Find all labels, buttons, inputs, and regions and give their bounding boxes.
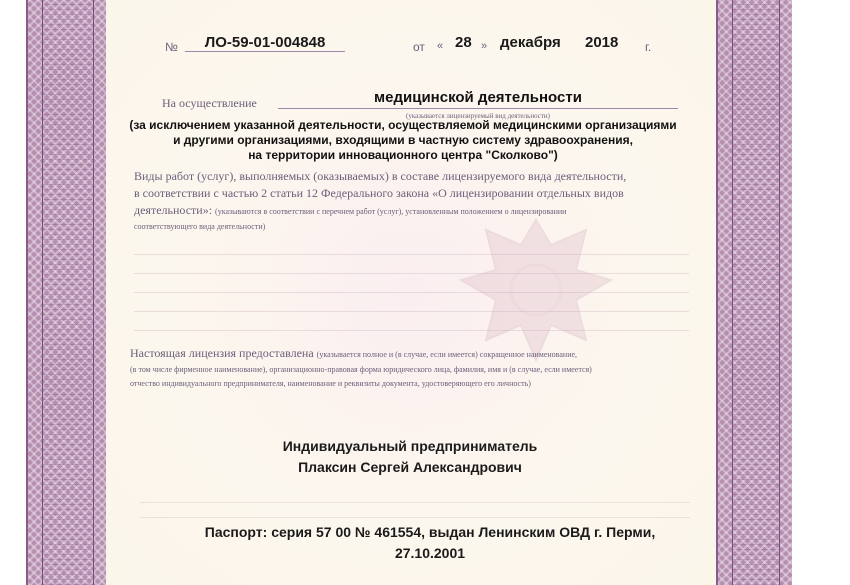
granted-text: Настоящая лицензия предоставлена: [130, 346, 314, 360]
works-text-end: деятельности»:: [134, 203, 213, 217]
license-number: ЛО-59-01-004848: [185, 34, 345, 52]
works-text-line: Виды работ (услуг), выполняемых (оказываемых) в составе лицензируемого вида деятельности,: [134, 169, 627, 183]
license-year: 2018: [585, 34, 619, 51]
scan-margin-right: [792, 0, 850, 585]
activity-exclusion: [118, 118, 688, 163]
granted-line1: [130, 345, 690, 363]
holder-name: Плаксин Сергей Александрович: [298, 459, 522, 475]
activity-label: На осуществление: [162, 96, 257, 110]
passport-details: [150, 522, 710, 564]
license-holder: [150, 436, 670, 478]
granted-section: [130, 345, 690, 391]
works-hint-inline: (указываются в соответствии с перечнем работ (услуг), установленным положением о лицензировании: [215, 207, 567, 216]
exclusion-line: и другими организациями, входящими в частную систему здравоохранения,: [173, 133, 633, 147]
number-sign-label: №: [165, 40, 178, 54]
passport-line1: Паспорт: серия 57 00 № 461554, выдан Ленинским ОВД г. Перми,: [204, 524, 656, 540]
works-section: [134, 168, 689, 220]
exclusion-line: (за исключением указанной деятельности, осуществляемой медицинскими организациями: [129, 118, 677, 132]
activity-value: медицинской деятельности: [278, 89, 678, 109]
year-suffix-label: г.: [645, 40, 652, 54]
holder-type: Индивидуальный предприниматель: [282, 438, 538, 454]
granted-hint-line3: отчество индивидуального предпринимателя, наименование и реквизиты документа, удостоверяющего его личность): [130, 379, 531, 388]
exclusion-line: на территории инновационного центра "Сколково"): [248, 148, 558, 162]
scan-margin-left: [0, 0, 26, 585]
license-number-row: [165, 34, 685, 56]
ornamental-border-right: [716, 0, 796, 585]
granted-hint-inline: (указывается полное и (в случае, если имеется) сокращенное наименование,: [316, 350, 578, 359]
license-day: 28: [455, 34, 472, 51]
activity-hint: (указывается лицензируемый вид деятельности): [405, 112, 551, 120]
passport-date: 27.10.2001: [394, 545, 466, 561]
date-quote-open: «: [437, 40, 444, 52]
date-quote-close: »: [481, 40, 488, 52]
date-from-label: от: [413, 40, 425, 54]
license-month: декабря: [500, 34, 561, 51]
works-blank-lines: [134, 236, 689, 336]
works-text-line3: [134, 202, 689, 220]
works-hint-line2: соответствующего вида деятельности): [134, 222, 266, 231]
ornamental-border-left: [26, 0, 110, 585]
works-text-line: в соответствии с частью 2 статьи 12 Федерального закона «О лицензировании отдельных видов: [134, 186, 624, 200]
faint-ruled-lines: [140, 488, 690, 518]
granted-hint-line2: (в том числе фирменное наименование), организационно-правовая форма юридического лица, фамилия, имя и (в случае, если имеется): [130, 365, 592, 374]
